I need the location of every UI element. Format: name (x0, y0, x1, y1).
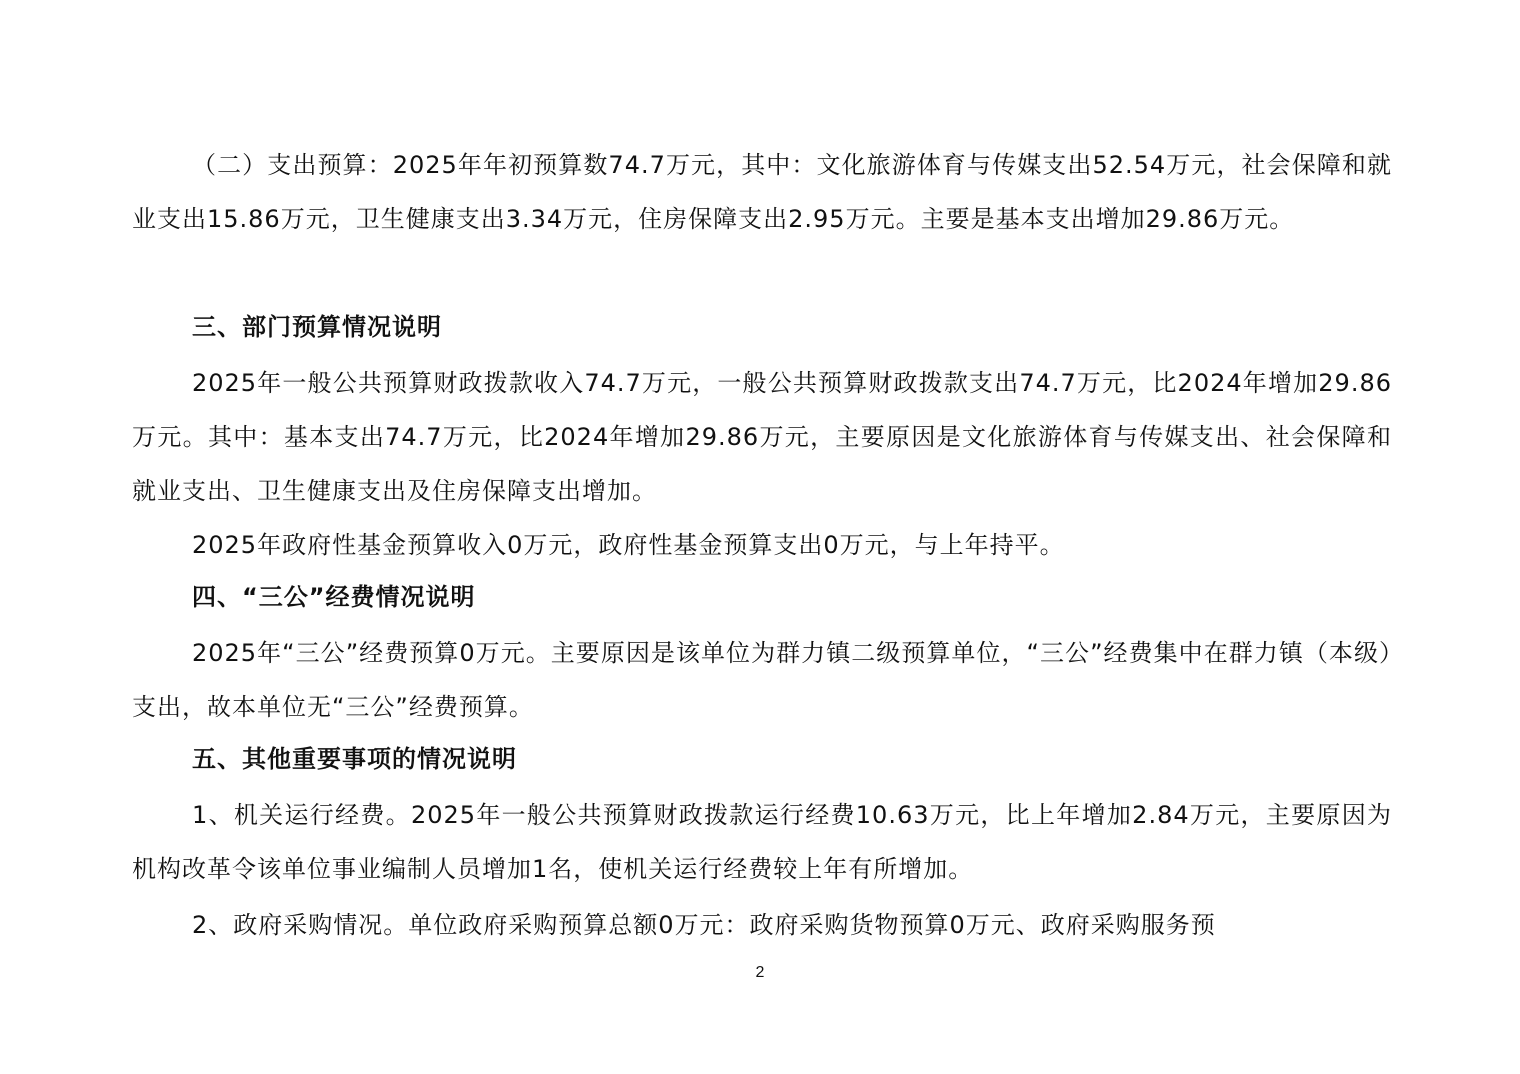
paragraph-section-3-body-1: 2025年一般公共预算财政拨款收入74.7万元，一般公共预算财政拨款支出74.7万元，比2024年增加29.86万元。其中：基本支出74.7万元，比2024年增加29.86万元，主要原因是文化旅游体育与传媒支出、社会保障和就业支出、卫生健康支出及住房保障支出增加。 (132, 369, 1392, 505)
paragraph-section-5-item-2: 2、政府采购情况。单位政府采购预算总额0万元：政府采购货物预算0万元、政府采购服务预 (192, 911, 1216, 939)
page-number: 2 (755, 964, 765, 981)
heading-section-5: 五、其他重要事项的情况说明 (192, 745, 517, 773)
paragraph-section-3-body-2: 2025年政府性基金预算收入0万元，政府性基金预算支出0万元，与上年持平。 (192, 531, 1065, 559)
heading-section-4: 四、“三公”经费情况说明 (192, 583, 476, 611)
paragraph-section-4-body: 2025年“三公”经费预算0万元。主要原因是该单位为群力镇二级预算单位，“三公”经费集中在群力镇（本级）支出，故本单位无“三公”经费预算。 (132, 639, 1392, 721)
heading-section-3: 三、部门预算情况说明 (192, 313, 442, 341)
paragraph-expenditure-budget: （二）支出预算：2025年年初预算数74.7万元，其中：文化旅游体育与传媒支出52.54万元，社会保障和就业支出15.86万元，卫生健康支出3.34万元，住房保障支出2.95万元。主要是基本支出增加29.86万元。 (132, 151, 1392, 233)
paragraph-section-5-item-1: 1、机关运行经费。2025年一般公共预算财政拨款运行经费10.63万元，比上年增加2.84万元，主要原因为机构改革令该单位事业编制人员增加1名，使机关运行经费较上年有所增加。 (132, 801, 1392, 883)
